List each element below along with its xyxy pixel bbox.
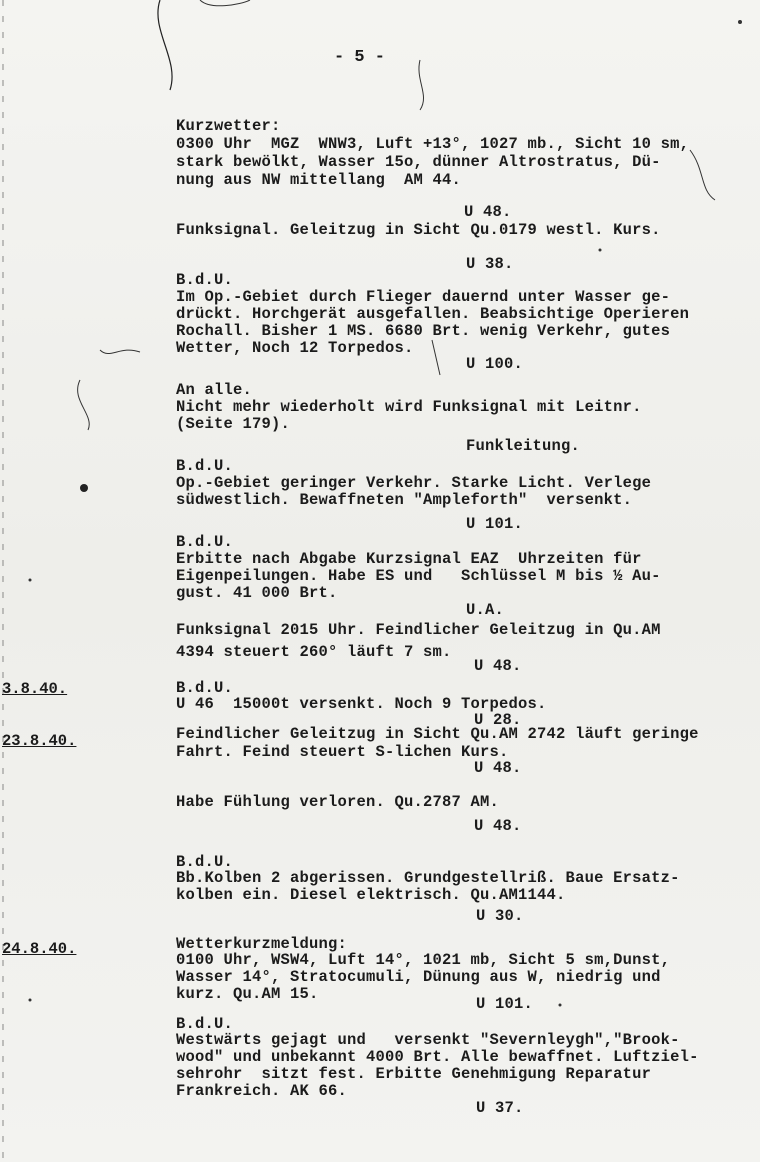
entry-line: B.d.U.	[176, 533, 234, 551]
entry-line: Rochall. Bisher 1 MS. 6680 Brt. wenig Verkehr, gutes	[176, 322, 671, 340]
entry-line: 0300 Uhr MGZ WNW3, Luft +13°, 1027 mb., Sicht 10 sm,	[176, 135, 690, 153]
entry-line: Erbitte nach Abgabe Kurzsignal EAZ Uhrzeiten für	[176, 550, 642, 568]
entry-line: B.d.U.	[176, 271, 234, 289]
entry-line: Funksignal 2015 Uhr. Feindlicher Geleitzug in Qu.AM	[176, 621, 661, 639]
sender-signature: U 37.	[476, 1099, 524, 1117]
date-label: 3.8.40.	[2, 680, 68, 698]
entry-line: Im Op.-Gebiet durch Flieger dauernd unter Wasser ge-	[176, 288, 671, 306]
sender-signature: U 30.	[476, 907, 524, 925]
entry-line: B.d.U.	[176, 853, 234, 871]
entry-line: südwestlich. Bewaffneten "Ampleforth" versenkt.	[176, 491, 633, 509]
entry-line: Eigenpeilungen. Habe ES und Schlüssel M bis ½ Au-	[176, 567, 661, 585]
sender-signature: Funkleitung.	[466, 437, 581, 455]
entry-line: Frankreich. AK 66.	[176, 1082, 348, 1100]
sender-signature: U 48.	[474, 759, 522, 777]
entry-line: Nicht mehr wiederholt wird Funksignal mit Leitnr.	[176, 398, 642, 416]
entry-line: stark bewölkt, Wasser 15o, dünner Altrostratus, Dü-	[176, 153, 661, 171]
entry-line: Bb.Kolben 2 abgerissen. Grundgestellriß. Baue Ersatz-	[176, 869, 680, 887]
entry-line: Feindlicher Geleitzug in Sicht Qu.AM 2742 läuft geringe	[176, 725, 699, 743]
entry-line: U 46 15000t versenkt. Noch 9 Torpedos.	[176, 695, 547, 713]
entry-line: kolben ein. Diesel elektrisch. Qu.AM1144.	[176, 886, 566, 904]
sender-signature: U 48.	[474, 657, 522, 675]
entry-line: B.d.U.	[176, 679, 234, 697]
entry-line: Funksignal. Geleitzug in Sicht Qu.0179 westl. Kurs.	[176, 221, 661, 239]
sender-signature: U 101.	[466, 515, 524, 533]
entry-line: (Seite 179).	[176, 415, 291, 433]
entry-line: kurz. Qu.AM 15.	[176, 985, 319, 1003]
page-number: - 5 -	[334, 48, 386, 67]
entry-line: 0100 Uhr, WSW4, Luft 14°, 1021 mb, Sicht 5 sm,Dunst,	[176, 951, 671, 969]
date-label: 23.8.40.	[2, 732, 77, 750]
sender-signature: U 100.	[466, 355, 524, 373]
sender-signature: U 101.	[476, 995, 534, 1013]
entry-line: sehrohr sitzt fest. Erbitte Genehmigung Reparatur	[176, 1065, 652, 1083]
entry-line: An alle.	[176, 381, 253, 399]
entry-line: Wasser 14°, Stratocumuli, Dünung aus W, niedrig und	[176, 968, 661, 986]
entry-line: Kurzwetter:	[176, 117, 281, 135]
sender-signature: U 28.	[474, 711, 522, 729]
sender-signature: U.A.	[466, 601, 505, 619]
entry-line: gust. 41 000 Brt.	[176, 584, 338, 602]
entry-line: Wetter, Noch 12 Torpedos.	[176, 339, 414, 357]
entry-line: Fahrt. Feind steuert S-lichen Kurs.	[176, 743, 509, 761]
sender-signature: U 48.	[474, 817, 522, 835]
sender-signature: U 48.	[464, 203, 512, 221]
date-label: 24.8.40.	[2, 940, 77, 958]
entry-line: Op.-Gebiet geringer Verkehr. Starke Licht. Verlege	[176, 474, 652, 492]
entry-line: Habe Fühlung verloren. Qu.2787 AM.	[176, 793, 500, 811]
sender-signature: U 38.	[466, 255, 514, 273]
entry-line: drückt. Horchgerät ausgefallen. Beabsichtige Operieren	[176, 305, 690, 323]
entry-line: 4394 steuert 260° läuft 7 sm.	[176, 643, 452, 661]
entry-line: B.d.U.	[176, 1015, 234, 1033]
entry-line: B.d.U.	[176, 457, 234, 475]
entry-line: nung aus NW mittellang AM 44.	[176, 171, 462, 189]
entry-line: wood" und unbekannt 4000 Brt. Alle bewaffnet. Luftziel-	[176, 1048, 699, 1066]
entry-line: Wetterkurzmeldung:	[176, 935, 348, 953]
entry-line: Westwärts gejagt und versenkt "Severnleygh","Brook-	[176, 1031, 680, 1049]
